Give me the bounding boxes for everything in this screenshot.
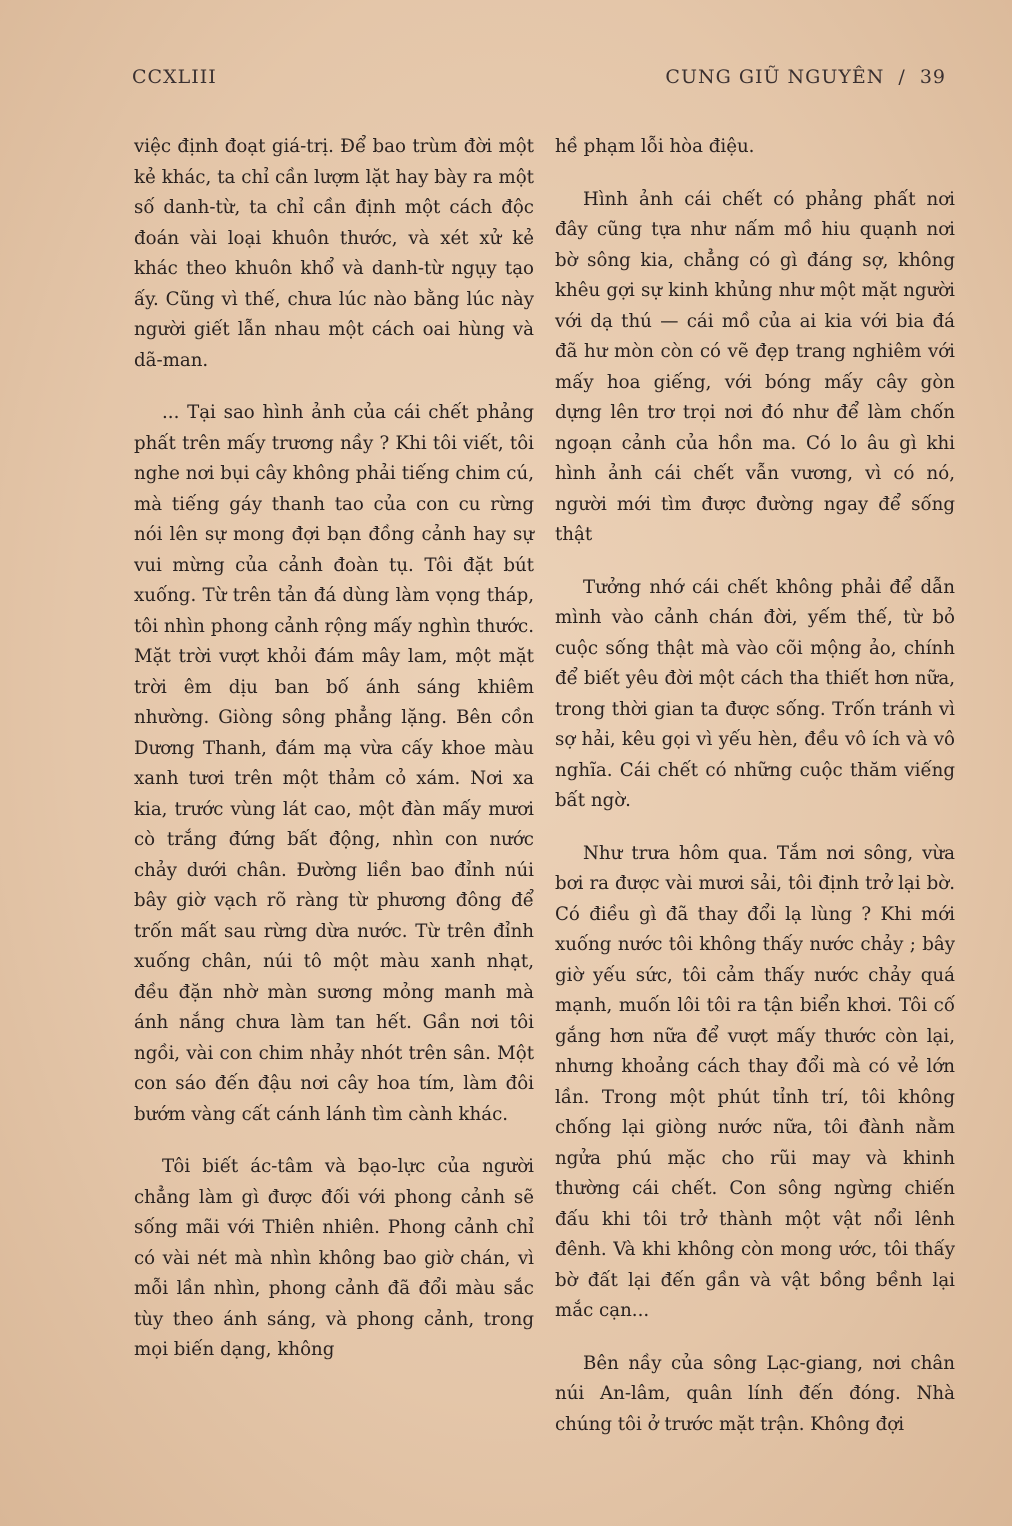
paragraph: hề phạm lỗi hòa điệu. xyxy=(555,136,755,157)
right-column xyxy=(555,132,955,1462)
page-number: 39 xyxy=(919,66,946,88)
left-column xyxy=(134,132,534,1388)
paragraph: Tôi biết ác-tâm và bạo-lực của người chẳng làm gì được đối với phong cảnh sẽ sống mãi với Thiên nhiên. Phong cảnh chỉ có vài nét mà nhìn không bao giờ chán, vì mỗi lần nhìn, phong cảnh đã đổi màu sắc tùy theo ánh sáng, và phong cảnh, trong mọi biến dạng, không xyxy=(134,1156,534,1360)
paragraph: Như trưa hôm qua. Tắm nơi sông, vừa bơi ra được vài mươi sải, tôi định trở lại bờ. Có điều gì đã thay đổi lạ lùng ? Khi mới xuống nước tôi không thấy nước chảy ; bây giờ yếu sức, tôi cảm thấy nước chảy quá mạnh, muốn lôi tôi ra tận biển khơi. Tôi cố gắng hơn nữa để vượt mấy thước còn lại, nhưng khoảng cách thay đổi mà có vẻ lớn lần. Trong một phút tỉnh trí, tôi không chống lại giòng nước nữa, tôi đành nằm ngửa phú mặc cho rũi may và khinh thường cái chết. Con sông ngừng chiến đấu khi tôi trở thành một vật nổi lênh đênh. Và khi không còn mong ước, tôi thấy bờ đất lại đến gần và vật bồng bềnh lại mắc cạn... xyxy=(555,842,955,1321)
paragraph: Hình ảnh cái chết có phảng phất nơi đây cũng tựa như nấm mồ hiu quạnh nơi bờ sông kia, chẳng có gì đáng sợ, không khêu gợi sự kinh khủng như một mặt người với dạ thú — cái mồ của ai kia với bia đá đã hư mòn còn có vẽ đẹp trang nghiêm với mấy hoa giếng, với bóng mấy cây gòn dựng lên trơ trọi nơi đó như để làm chốn ngoạn cảnh của hồn ma. Có lo âu gì khi hình ảnh cái chết vẫn vương, vì có nó, người mới tìm được đường ngay để sống thật xyxy=(555,188,955,545)
running-header xyxy=(132,66,946,88)
author-title: CUNG GIŨ NGUYÊN xyxy=(665,66,885,88)
paragraph: Tưởng nhớ cái chết không phải để dẫn mình vào cảnh chán đời, yếm thế, từ bỏ cuộc sống thật mà vào cõi mộng ảo, chính để biết yêu đời một cách tha thiết hơn nữa, trong thời gian ta được sống. Trốn tránh vì sợ hải, kêu gọi vì yếu hèn, đều vô ích và vô nghĩa. Cái chết có những cuộc thăm viếng bất ngờ. xyxy=(555,576,955,811)
paragraph: việc định đoạt giá-trị. Để bao trùm đời một kẻ khác, ta chỉ cần lượm lặt hay bày ra một số danh-từ, ta chỉ cần định một cách độc đoán vài loại khuôn thước, và xét xử kẻ khác theo khuôn khổ và danh-từ ngụy tạo ấy. Cũng vì thế, chưa lúc nào bằng lúc này người giết lẫn nhau một cách oai hùng và dã-man. xyxy=(134,136,534,371)
paragraph: Bên nầy của sông Lạc-giang, nơi chân núi An-lâm, quân lính đến đóng. Nhà chúng tôi ở trước mặt trận. Không đợi xyxy=(555,1352,955,1435)
header-separator: / xyxy=(898,66,906,88)
paragraph: ... Tại sao hình ảnh của cái chết phảng phất trên mấy trương nầy ? Khi tôi viết, tôi nghe nơi bụi cây không phải tiếng chim cú, mà tiếng gáy thanh tao của con cu rừng nói lên sự mong đợi bạn đồng cảnh hay sự vui mừng của cảnh đoàn tụ. Tôi đặt bút xuống. Từ trên tản đá dùng làm vọng tháp, tôi nhìn phong cảnh rộng mấy nghìn thước. Mặt trời vượt khỏi đám mây lam, một mặt trời êm dịu ban bố ánh sáng khiêm nhường. Giòng sông phẳng lặng. Bên cồn Dương Thanh, đám mạ vừa cấy khoe màu xanh tươi trên một thảm cỏ xám. Nơi xa kia, trước vùng lát cao, một đàn mấy mươi cò trắng đứng bất động, nhìn con nước chảy dưới chân. Đường liền bao đỉnh núi bây giờ vạch rõ ràng từ phương đông để trốn mất sau rừng dừa nước. Từ trên đỉnh xuống chân, núi tô một màu xanh nhạt, đều đặn nhờ màn sương mỏng manh mà ánh nắng chưa làm tan hết. Gần nơi tôi ngồi, vài con chim nhảy nhót trên sân. Một con sáo đến đậu nơi cây hoa tím, làm đôi bướm vàng cất cánh lánh tìm cành khác. xyxy=(134,402,534,1125)
chapter-number: CCXLIII xyxy=(132,66,217,88)
header-right xyxy=(665,66,946,88)
